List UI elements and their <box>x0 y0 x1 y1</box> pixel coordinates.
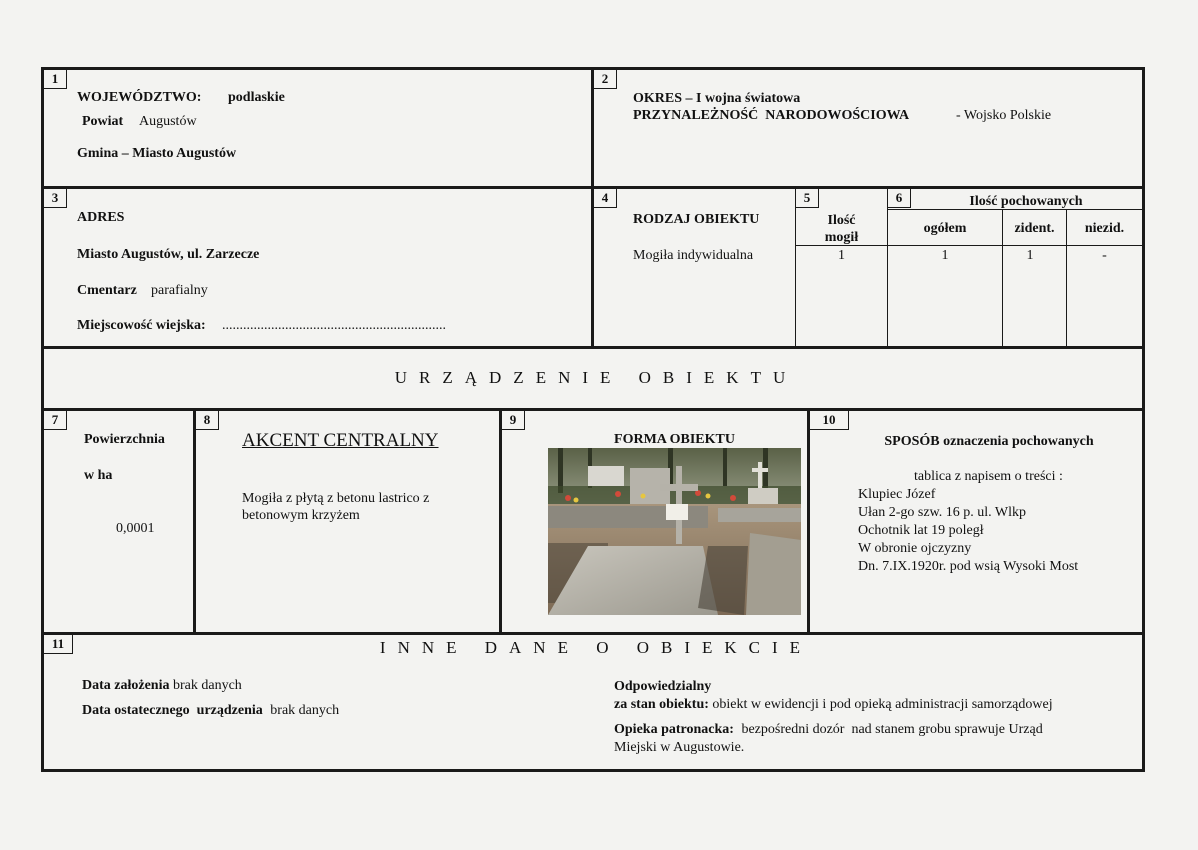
za-stan-value: obiekt w ewidencji i pod opieką administracji samorządowej <box>712 697 1053 712</box>
opieka-patronacka <box>614 721 1043 738</box>
col-niezid: niezid. <box>1084 221 1125 236</box>
inne-dane-header: INNE DANE O OBIEKCIE <box>379 638 813 657</box>
sposob-rest: oznaczenia pochowanych <box>943 434 1094 449</box>
ilosc-mogil-header-line1: Ilość <box>827 213 856 228</box>
data-zalozenia <box>82 677 242 694</box>
inscription-line-4: W obronie ojczyzny <box>858 541 972 556</box>
data-urzadzenia-label: Data ostatecznego urządzenia <box>82 703 263 718</box>
ilosc-mogil-value: 1 <box>838 248 845 263</box>
inscription-line-1: Klupiec Józef <box>858 487 936 502</box>
grave-photo-image <box>548 448 801 615</box>
okres: OKRES – I wojna światowa <box>633 91 801 106</box>
grave-photo <box>548 448 801 615</box>
powiat-label: Powiat <box>82 114 124 129</box>
wojewodztwo-label: WOJEWÓDZTWO: <box>77 90 202 105</box>
divider-col-7-8 <box>193 408 196 634</box>
data-zalozenia-value: brak danych <box>172 678 242 693</box>
divider-row4 <box>41 632 1145 635</box>
sposob-intro: tablica z napisem o treści : <box>914 469 1063 484</box>
section-number-6: 6 <box>888 189 911 208</box>
section-number-8: 8 <box>196 411 219 430</box>
cmentarz-value: parafialny <box>151 283 208 298</box>
inscription-line-5: Dn. 7.IX.1920r. pod wsią Wysoki Most <box>858 559 1079 574</box>
miejscowosc-value: ................................................................ <box>222 318 446 333</box>
powiat-value: Augustów <box>139 114 197 129</box>
ilosc-mogil-header-line2: mogił <box>824 230 859 245</box>
odpowiedzialny-label: Odpowiedzialny <box>614 679 712 694</box>
za-stan-label: za stan obiektu: <box>614 697 709 712</box>
opieka-value-line2: Miejski w Augustowie. <box>614 740 745 755</box>
opieka-label: Opieka patronacka: <box>614 722 734 737</box>
section-number-3: 3 <box>44 189 67 208</box>
za-stan-obiektu <box>614 696 1053 713</box>
section-number-7: 7 <box>44 411 67 430</box>
data-urzadzenia <box>82 702 339 719</box>
akcent-desc-line2: betonowym krzyżem <box>242 508 360 523</box>
divider-col-8-9 <box>499 408 502 634</box>
miejscowosc-label: Miejscowość wiejska: <box>77 318 206 333</box>
powierzchnia-unit: w ha <box>84 468 113 483</box>
section-number-9: 9 <box>502 411 525 430</box>
col-zident: zident. <box>1014 221 1055 236</box>
powierzchnia-value: 0,0001 <box>116 521 155 536</box>
forma-obiektu-title: FORMA OBIEKTU <box>614 432 735 447</box>
rodzaj-obiektu-label: RODZAJ OBIEKTU <box>633 212 760 227</box>
adres-value: Miasto Augustów, ul. Zarzecze <box>77 247 260 262</box>
inscription-line-2: Ułan 2-go szw. 16 p. ul. Wlkp <box>858 505 1026 520</box>
opieka-value-line1: bezpośredni dozór nad stanem grobu sprawuje Urząd <box>741 722 1043 737</box>
przynaleznosc-label: PRZYNALEŻNOŚĆ NARODOWOŚCIOWA <box>633 108 910 123</box>
sposob-bold: SPOSÓB <box>884 434 940 449</box>
rodzaj-obiektu-value: Mogiła indywidualna <box>633 248 754 263</box>
section-number-4: 4 <box>594 189 617 208</box>
val-niezid: - <box>1102 248 1107 263</box>
col-ogolem: ogółem <box>923 221 967 236</box>
val-ogolem: 1 <box>941 248 949 263</box>
section-number-1: 1 <box>44 70 67 89</box>
data-zalozenia-label: Data założenia <box>82 678 170 693</box>
ilosc-pochowanych-header: Ilość pochowanych <box>969 194 1083 209</box>
akcent-centralny-title: AKCENT CENTRALNY <box>242 430 439 451</box>
val-zident: 1 <box>1026 248 1034 263</box>
cmentarz-label: Cmentarz <box>77 283 137 298</box>
section-number-10: 10 <box>810 411 849 430</box>
akcent-desc-line1: Mogiła z płytą z betonu lastrico z <box>242 491 430 506</box>
divider-col-5-6 <box>887 188 888 346</box>
inscription-line-3: Ochotnik lat 19 poległ <box>858 523 984 538</box>
section-number-5: 5 <box>796 189 819 208</box>
divider-col-9-10 <box>807 408 810 634</box>
adres-label: ADRES <box>77 210 125 225</box>
data-urzadzenia-value: brak danych <box>270 703 340 718</box>
section-number-2: 2 <box>594 70 617 89</box>
urzadzenie-obiektu-header: URZĄDZENIE OBIEKTU <box>394 368 798 387</box>
powierzchnia-label: Powierzchnia <box>84 432 165 447</box>
gmina: Gmina – Miasto Augustów <box>77 146 237 161</box>
przynaleznosc-value: - Wojsko Polskie <box>956 108 1052 123</box>
sposob-oznaczenia-title <box>846 433 1132 450</box>
section-number-11: 11 <box>44 635 73 654</box>
wojewodztwo-value: podlaskie <box>228 90 285 105</box>
